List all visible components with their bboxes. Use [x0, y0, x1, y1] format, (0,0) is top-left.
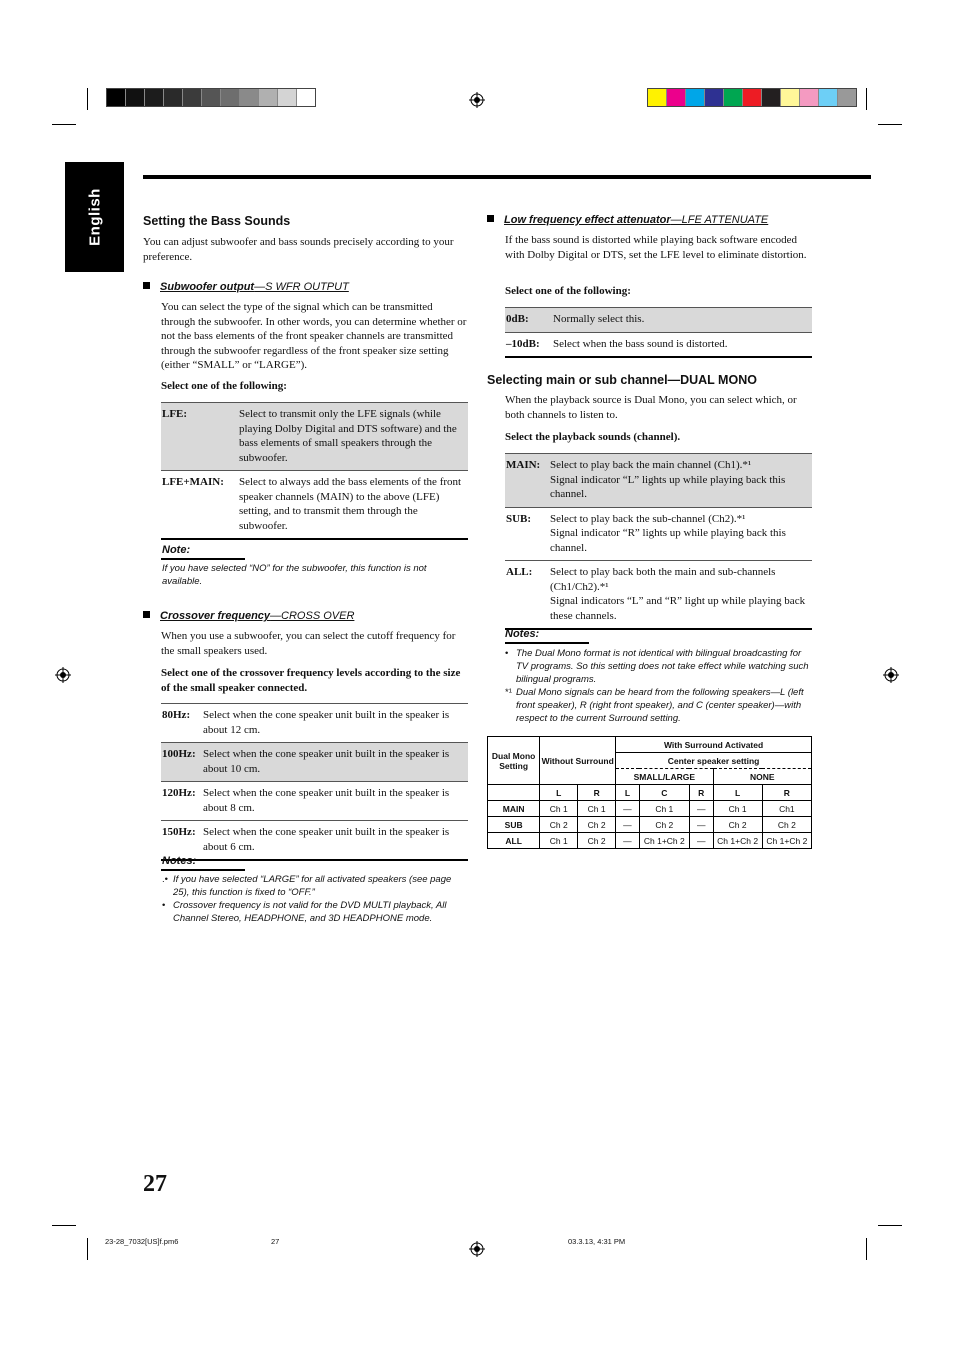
dual-mono-select: Select the playback sounds (channel). [505, 431, 681, 443]
dual-mono-options [505, 453, 812, 630]
option-desc: Select when the cone speaker unit built in the speaker is about 6 cm. [203, 826, 450, 853]
top-rule [143, 175, 871, 179]
color-swatch [686, 89, 705, 106]
option-desc: Select when the cone speaker unit built in the speaker is about 10 cm. [203, 748, 450, 775]
option-key: ALL: [506, 566, 533, 578]
table-header-small-large: SMALL/LARGE [616, 769, 713, 785]
option-desc: Select to always add the bass elements of the front speaker channels (MAIN) to the above (LFE) setting, and to transmit them through the subwoofer. [239, 476, 462, 532]
color-swatch [240, 89, 259, 106]
table-header-center: Center speaker setting [616, 753, 812, 769]
color-bar [647, 88, 857, 107]
color-swatch [724, 89, 743, 106]
color-swatch [145, 89, 164, 106]
color-swatch [107, 89, 126, 106]
option-row [505, 507, 812, 561]
option-key: –10dB: [506, 337, 540, 350]
table-col-row [488, 785, 812, 801]
crossover-heading: Crossover frequency—CROSS OVER [143, 610, 354, 622]
table-header-setting: Dual Mono Setting [488, 737, 540, 785]
registration-mark-icon [883, 667, 899, 683]
color-swatch [648, 89, 667, 106]
option-desc: Select when the bass sound is distorted. [553, 337, 728, 350]
option-desc: Normally select this. [553, 313, 645, 325]
option-row [161, 821, 468, 861]
dual-mono-notes [505, 647, 811, 725]
lfe-select: Select one of the following: [505, 285, 631, 297]
color-swatch [221, 89, 240, 106]
subwoofer-note: If you have selected “NO” for the subwoofer, this function is not available. [162, 563, 427, 587]
crop-mark [866, 1238, 867, 1260]
option-desc: Select to transmit only the LFE signals (while playing Dolby Digital and DTS software) and the bass elements of small speakers through the subwoofer. [239, 408, 457, 464]
page-number: 27 [143, 1171, 167, 1197]
note-item: • The Dual Mono format is not identical with bilingual broadcasting for TV programs. So this setting does not take effect while watching such bilingual programs. [505, 648, 809, 685]
crop-mark [52, 1225, 76, 1226]
square-bullet-icon [143, 282, 150, 289]
bass-intro: You can adjust subwoofer and bass sounds precisely according to your preference. [143, 236, 454, 263]
option-row [505, 561, 812, 630]
option-row [161, 743, 468, 782]
grayscale-bar [106, 88, 316, 107]
option-row [161, 471, 468, 540]
table-row: SUB Ch 2 Ch 2 — Ch 2 — Ch 2 Ch 2 [488, 817, 812, 833]
color-swatch [743, 89, 762, 106]
note-item: .• If you have selected “LARGE” for all activated speakers (see page 25), this function is fixed to “OFF.” [162, 874, 452, 898]
option-key: LFE+MAIN: [162, 476, 224, 488]
registration-mark-icon [469, 1241, 485, 1257]
crossover-select: Select one of the crossover frequency levels according to the size of the small speaker connected. [161, 667, 461, 694]
color-swatch [259, 89, 278, 106]
option-key: 80Hz: [162, 709, 191, 721]
col-label: L [540, 785, 578, 801]
crop-mark [87, 88, 88, 110]
crossover-text: When you use a subwoofer, you can select the cutoff frequency for the small speakers used. [161, 630, 456, 657]
footer-date: 03.3.13, 4:31 PM [568, 1237, 626, 1246]
language-tab [65, 162, 124, 272]
subwoofer-heading: Subwoofer output—S WFR OUTPUT [143, 281, 349, 293]
color-swatch [278, 89, 297, 106]
color-swatch [202, 89, 221, 106]
dual-mono-table [487, 736, 812, 849]
col-label: C [639, 785, 689, 801]
option-row [505, 332, 812, 357]
col-label: R [578, 785, 616, 801]
color-swatch [781, 89, 800, 106]
crossover-options [161, 703, 468, 861]
option-desc: Select when the cone speaker unit built in the speaker is about 8 cm. [203, 787, 450, 814]
color-swatch [800, 89, 819, 106]
note-item: *¹ Dual Mono signals can be heard from the following speakers—L (left front speaker), R (right front speaker), and C (center speaker)—with respect to the current Surround setting. [505, 687, 804, 724]
lfe-heading: Low frequency effect attenuator—LFE ATTENUATE [487, 214, 768, 226]
color-swatch [819, 89, 838, 106]
section-title-bass: Setting the Bass Sounds [143, 214, 291, 228]
square-bullet-icon [143, 611, 150, 618]
option-desc: Select to play back the sub-channel (Ch2).*¹ Signal indicator “R” lights up while playing back this channel. [550, 512, 786, 554]
col-label: R [762, 785, 811, 801]
note-rule [161, 869, 245, 871]
color-swatch [838, 89, 856, 106]
note-heading: Note: [162, 544, 191, 556]
crop-mark [878, 124, 902, 125]
notes-heading: Notes: [162, 855, 197, 867]
color-swatch [297, 89, 315, 106]
lfe-options [505, 307, 812, 358]
col-label: L [616, 785, 640, 801]
lfe-text: If the bass sound is distorted while playing back software encoded with Dolby Digital or DTS, set the LFE level to eliminate distortion. [505, 234, 807, 261]
table-header-with: With Surround Activated [616, 737, 812, 753]
option-desc: Select when the cone speaker unit built in the speaker is about 12 cm. [203, 709, 450, 736]
note-rule [505, 642, 589, 644]
color-swatch [126, 89, 145, 106]
option-row [505, 454, 812, 508]
crop-mark [52, 124, 76, 125]
option-key: MAIN: [506, 459, 541, 471]
option-desc: Select to play back both the main and sub-channels (Ch1/Ch2).*¹ Signal indicators “L” and “R” light up while playing back these channels. [550, 566, 806, 622]
option-row [161, 782, 468, 821]
crop-mark [878, 1225, 902, 1226]
crossover-notes [162, 873, 468, 925]
table-header-none: NONE [713, 769, 811, 785]
option-key: 150Hz: [162, 826, 196, 838]
color-swatch [183, 89, 202, 106]
table-row: MAIN Ch 1 Ch 1 — Ch 1 — Ch 1 Ch1 [488, 801, 812, 817]
option-key: 120Hz: [162, 787, 196, 799]
subwoofer-options [161, 402, 468, 540]
table-row: ALL Ch 1 Ch 2 — Ch 1+Ch 2 — Ch 1+Ch 2 Ch 1+Ch 2 [488, 833, 812, 849]
color-swatch [164, 89, 183, 106]
option-row [161, 403, 468, 471]
registration-mark-icon [469, 92, 485, 108]
option-key: 0dB: [506, 313, 529, 325]
option-key: SUB: [506, 512, 532, 525]
color-swatch [667, 89, 686, 106]
note-rule [161, 558, 245, 560]
dual-mono-text: When the playback source is Dual Mono, you can select which, or both channels to listen to. [505, 394, 797, 421]
color-swatch [762, 89, 781, 106]
footer-file: 23-28_7032[US]f.pm6 [105, 1237, 179, 1246]
col-label: L [713, 785, 762, 801]
note-item: • Crossover frequency is not valid for the DVD MULTI playback, All Channel Stereo, HEADPHONE, and 3D HEADPHONE mode. [162, 900, 447, 924]
option-key: 100Hz: [162, 748, 196, 760]
language-label: English [86, 188, 103, 246]
option-row [505, 308, 812, 333]
option-row [161, 704, 468, 743]
color-swatch [705, 89, 724, 106]
footer-page: 27 [271, 1237, 280, 1246]
subwoofer-text: You can select the type of the signal which can be transmitted through the subwoofer. In other words, you can determine whether or not the bass elements of the front speaker channels are transmitted through the subwoofer regardless of the front speaker size setting (either “SMALL” or “LARGE”). [161, 301, 467, 371]
option-desc: Select to play back the main channel (Ch1).*¹ Signal indicator “L” lights up while playing back this channel. [550, 459, 786, 500]
col-label: R [689, 785, 713, 801]
table-header-without: Without Surround [540, 737, 616, 785]
section-title-dual-mono: Selecting main or sub channel—DUAL MONO [487, 373, 757, 387]
crop-mark [866, 88, 867, 110]
square-bullet-icon [487, 215, 494, 222]
registration-mark-icon [55, 667, 71, 683]
crop-mark [87, 1238, 88, 1260]
option-key: LFE: [162, 408, 188, 420]
notes-heading: Notes: [505, 628, 540, 640]
subwoofer-select: Select one of the following: [161, 380, 287, 392]
